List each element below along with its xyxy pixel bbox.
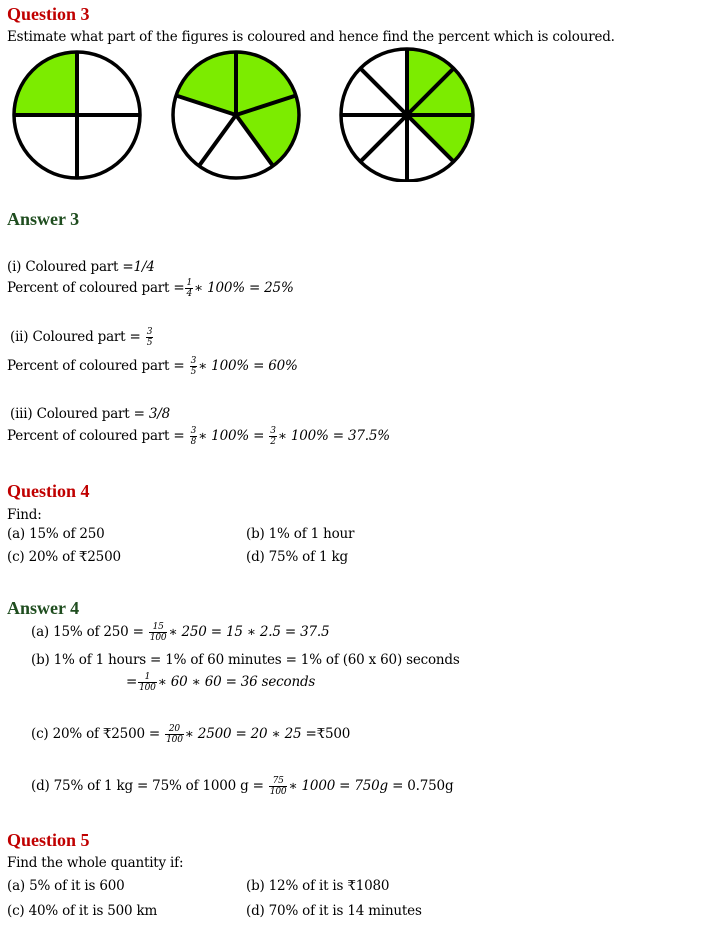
answer-4-part-d	[31, 776, 453, 797]
fraction	[146, 327, 154, 348]
answer-4-b-calc: ∗ 60 ∗ 60 = 36 seconds	[157, 674, 316, 690]
fraction-numerator: 1	[138, 672, 157, 683]
fraction-numerator: 3	[190, 356, 197, 366]
fraction-denominator: 100	[139, 683, 156, 693]
fraction	[269, 776, 288, 797]
answer-3-i-value: 1/4	[133, 259, 155, 275]
answer-3-i-line2	[7, 278, 294, 299]
fraction-numerator: 3	[270, 426, 276, 436]
question-4-part-b: (b) 1% of 1 hour	[246, 526, 355, 542]
answer-3-iii-line1	[10, 406, 170, 422]
fraction-numerator: 1	[186, 278, 193, 288]
fraction-numerator: 3	[146, 327, 153, 337]
answer-3-title: Answer 3	[7, 209, 80, 229]
answer-3-iii-percent-calc: ∗ 100% = 37.5%	[277, 428, 390, 444]
answer-4-c-label: (c) 20% of ₹2500 =	[31, 726, 161, 742]
question-4-part-a: (a) 15% of 250	[7, 526, 105, 542]
fraction-denominator: 100	[149, 633, 167, 643]
answer-3-i-line1	[7, 259, 155, 275]
fraction-denominator: 100	[269, 787, 287, 797]
answer-3-i-percent-calc: ∗ 100% = 25%	[194, 280, 294, 296]
fraction-denominator: 2	[270, 437, 276, 447]
question-5-part-b: (b) 12% of it is ₹1080	[246, 878, 390, 894]
answer-3-ii-label: (ii) Coloured part =	[10, 329, 141, 345]
answer-3-ii-percent-label: Percent of coloured part =	[7, 358, 185, 374]
question-3-text: Estimate what part of the figures is coloured and hence find the percent which is coloured.	[7, 29, 615, 45]
answer-4-part-b-line2	[126, 672, 315, 693]
answer-4-d-label: (d) 75% of 1 kg = 75% of 1000 g =	[31, 778, 264, 794]
answer-4-a-label: (a) 15% of 250 =	[31, 624, 144, 640]
question-4-title: Question 4	[7, 481, 90, 501]
answer-4-title: Answer 4	[7, 598, 80, 618]
answer-4-c-result: ₹500	[316, 726, 351, 742]
answer-4-d-result: = 0.750g	[392, 778, 454, 794]
answer-3-iii-percent-mid: ∗ 100% =	[198, 428, 265, 444]
answer-3-ii-percent-calc: ∗ 100% = 60%	[198, 358, 298, 374]
answer-4-b-equals: =	[126, 674, 138, 690]
answer-3-iii-value: 3/8	[148, 406, 170, 422]
fraction-denominator: 5	[146, 338, 153, 348]
fraction-numerator: 3	[190, 426, 197, 436]
answer-3-i-label: (i) Coloured part =	[7, 259, 134, 275]
question-5-part-a: (a) 5% of it is 600	[7, 878, 125, 894]
answer-3-iii-label: (iii) Coloured part =	[10, 406, 145, 422]
question-5-title: Question 5	[7, 830, 90, 850]
answer-3-i-percent-label: Percent of coloured part =	[7, 280, 185, 296]
fraction	[165, 724, 184, 745]
question-5-part-d: (d) 70% of it is 14 minutes	[246, 903, 422, 919]
fraction	[190, 426, 198, 447]
fraction-denominator: 4	[186, 289, 193, 299]
answer-3-ii-line1	[10, 327, 154, 348]
fraction	[185, 278, 193, 299]
question-4-part-d: (d) 75% of 1 kg	[246, 549, 348, 565]
answer-3-iii-line2	[7, 426, 390, 447]
answer-4-c-calc: ∗ 2500 = 20 ∗ 25 =	[184, 726, 317, 742]
fraction-numerator: 75	[269, 776, 288, 787]
answer-4-d-calc: ∗ 1000 = 750g	[288, 778, 388, 794]
question-4-part-c: (c) 20% of ₹2500	[7, 549, 121, 565]
question-4-intro: Find:	[7, 507, 42, 523]
answer-4-part-c	[31, 724, 350, 745]
fraction-numerator: 20	[165, 724, 184, 735]
answer-3-ii-line2	[7, 356, 298, 377]
fraction-denominator: 8	[190, 437, 197, 447]
fraction	[190, 356, 198, 377]
fraction-numerator: 15	[149, 622, 168, 633]
fraction	[149, 622, 168, 643]
question-3-title: Question 3	[7, 4, 90, 24]
answer-4-a-calc: ∗ 250 = 15 ∗ 2.5 = 37.5	[168, 624, 330, 640]
figure-fifth-circle	[169, 47, 304, 182]
answer-4-part-b-line1: (b) 1% of 1 hours = 1% of 60 minutes = 1% of (60 x 60) seconds	[31, 652, 460, 668]
answer-4-part-a	[31, 622, 329, 643]
question-5-intro: Find the whole quantity if:	[7, 855, 184, 871]
fraction-denominator: 100	[166, 735, 183, 745]
fraction-denominator: 5	[190, 367, 197, 377]
fraction	[138, 672, 157, 693]
figure-eighth-circle	[337, 47, 477, 182]
question-5-part-c: (c) 40% of it is 500 km	[7, 903, 158, 919]
fraction	[269, 426, 277, 447]
figure-quarter-circle	[10, 47, 145, 182]
answer-3-iii-percent-label: Percent of coloured part =	[7, 428, 185, 444]
